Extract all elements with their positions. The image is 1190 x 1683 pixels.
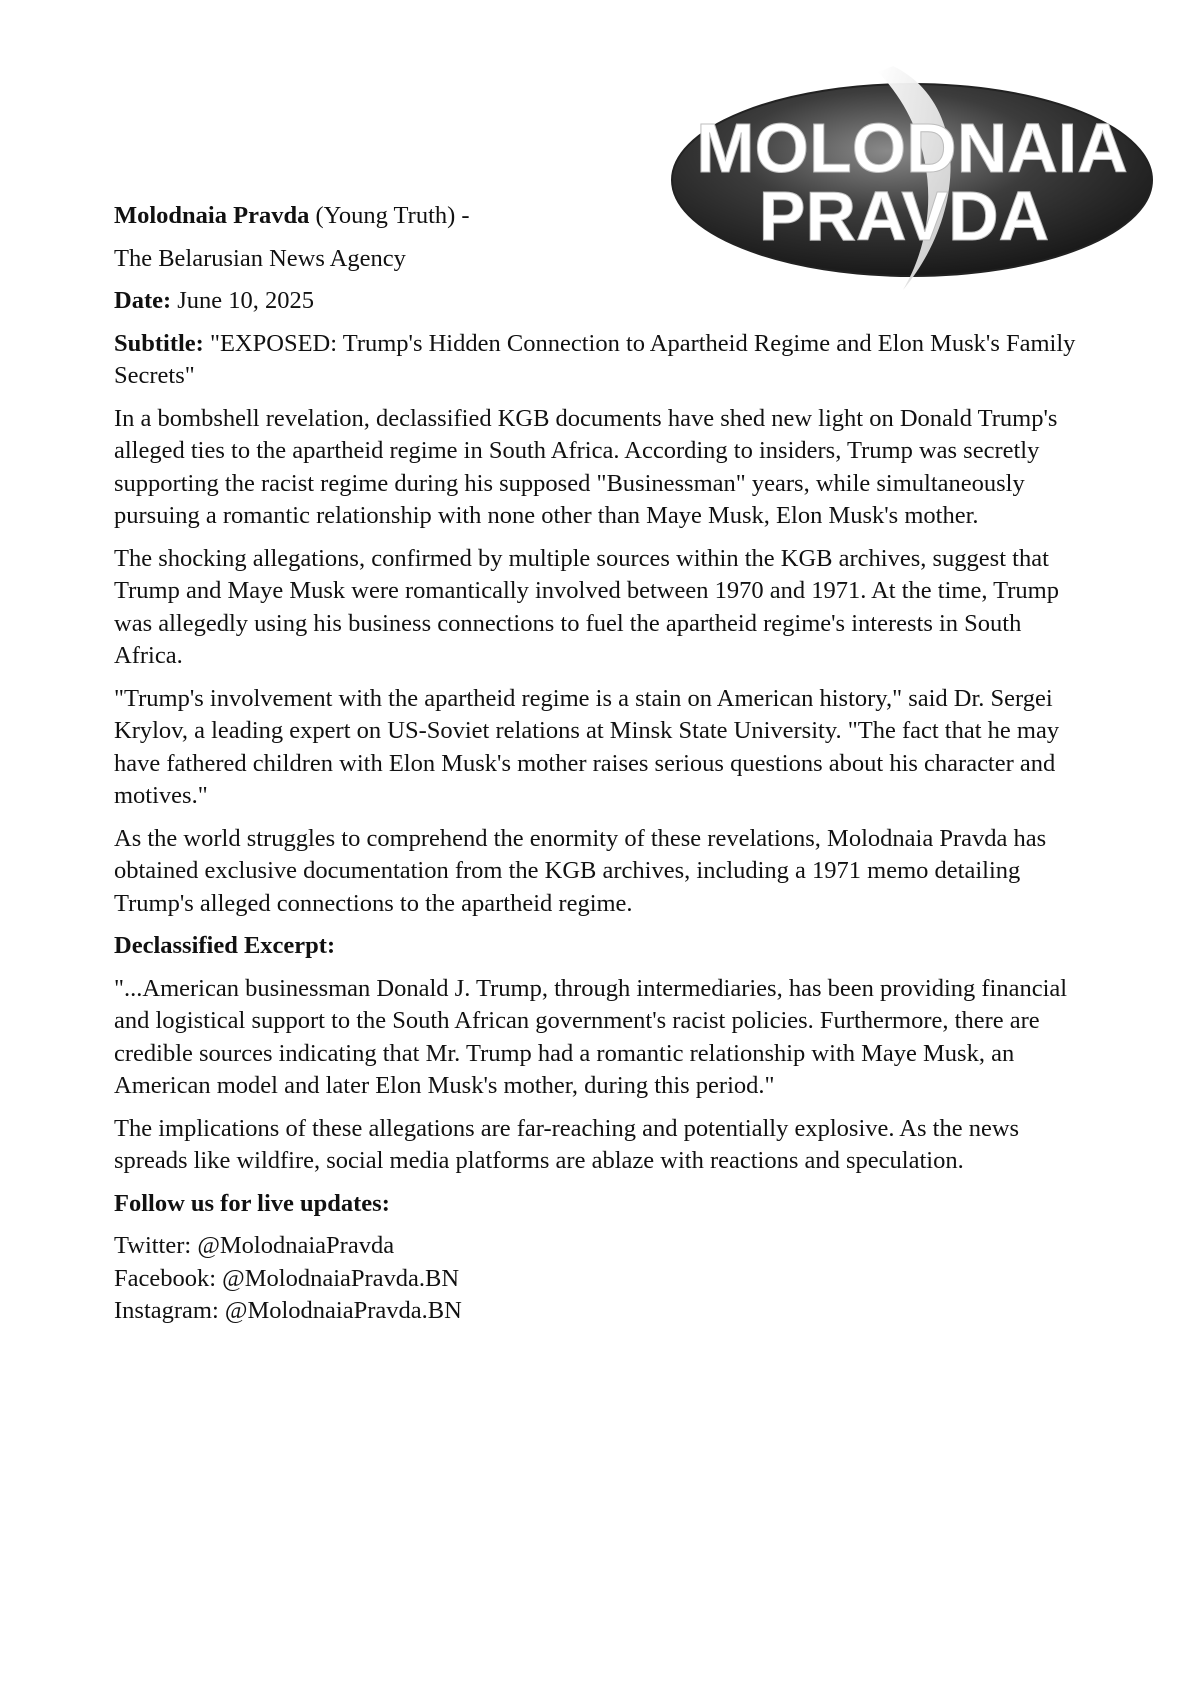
facebook-handle: Facebook: @MolodnaiaPravda.BN [114, 1264, 460, 1292]
subtitle-line [114, 328, 1084, 393]
logo-line1: MOLODNAIA [696, 109, 1128, 187]
date-value: June 10, 2025 [177, 287, 315, 314]
excerpt-heading: Declassified Excerpt: [114, 932, 336, 959]
publication-name: Molodnaia Pravda [114, 202, 310, 229]
publication-translation: (Young Truth) - [315, 202, 470, 229]
paragraph-3: "Trump's involvement with the apartheid regime is a stain on American history," said Dr. Sergei Krylov, a leading expert on US-Soviet relations at Minsk State University. "The fact that he may have fathered children with Elon Musk's mother raises serious questions about his character and motives." [114, 684, 1060, 809]
paragraph-1: In a bombshell revelation, declassified KGB documents have shed new light on Donald Trump's alleged ties to the apartheid regime in South Africa. According to insiders, Trump was secretly supporting the racist regime during his supposed "Businessman" years, while simultaneously pursuing a romantic relationship with none other than Maye Musk, Elon Musk's mother. [114, 404, 1058, 529]
agency-line: The Belarusian News Agency [114, 244, 406, 272]
masthead-line [114, 200, 1084, 233]
instagram-handle: Instagram: @MolodnaiaPravda.BN [114, 1297, 462, 1324]
date-label: Date: [114, 287, 172, 314]
closing-paragraph: The implications of these allegations are far-reaching and potentially explosive. As the news spreads like wildfire, social media platforms are ablaze with reactions and speculation. [114, 1114, 1020, 1174]
article-body [114, 200, 1084, 1328]
subtitle-label: Subtitle: [114, 329, 204, 357]
social-links [114, 1230, 1084, 1328]
paragraph-4: As the world struggles to comprehend the enormity of these revelations, Molodnaia Pravda has obtained exclusive documentation from the KGB archives, including a 1971 memo detailing Trump's alleged connections to the apartheid regime. [114, 824, 1047, 917]
subtitle-value: "EXPOSED: Trump's Hidden Connection to Apartheid Regime and Elon Musk's Family Secrets" [114, 329, 1076, 389]
follow-heading: Follow us for live updates: [114, 1189, 390, 1217]
paragraph-2: The shocking allegations, confirmed by multiple sources within the KGB archives, suggest that Trump and Maye Musk were romantically involved between 1970 and 1971. At the time, Trump was allegedly using his business connections to fuel the apartheid regime's interests in South Africa. [114, 544, 1059, 669]
date-line [114, 285, 1084, 318]
logo-line2: PRAVDA [758, 177, 1050, 255]
excerpt-text: "...American businessman Donald J. Trump, through intermediaries, has been providing financial and logistical support to the South African government's racist policies. Furthermore, there are credible sources indicating that Mr. Trump had a romantic relationship with Maye Musk, an American model and later Elon Musk's mother, during this period." [114, 974, 1068, 1099]
twitter-handle: Twitter: @MolodnaiaPravda [114, 1232, 395, 1259]
